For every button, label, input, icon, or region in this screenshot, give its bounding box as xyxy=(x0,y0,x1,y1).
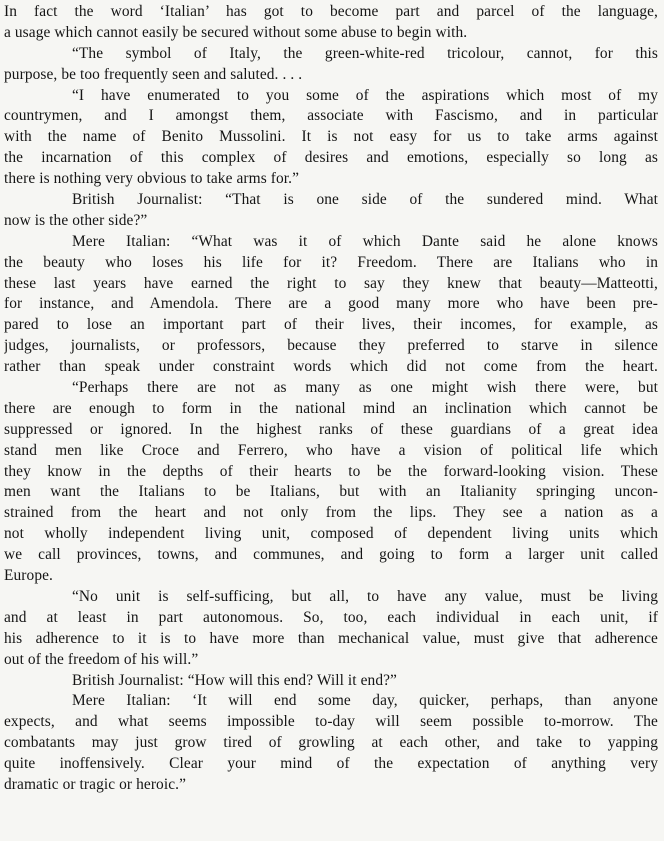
text-line: British Journalist: “How will this end? Will it end?” xyxy=(72,671,397,689)
text-line: a usage which cannot easily be secured without some abuse to begin with. xyxy=(4,23,468,41)
text-line: suppressed or ignored. In the highest ranks of these guardians of a great idea xyxy=(4,420,658,438)
text-line: out of the freedom of his will.” xyxy=(4,650,199,668)
text-line: rather than speak under constraint words which did not come from the heart. xyxy=(4,358,658,376)
text-line: countrymen, and I amongst them, associate with Fascismo, and in particular xyxy=(4,107,658,125)
text-line: now is the other side?” xyxy=(4,211,148,229)
text-line: “I have enumerated to you some of the aspirations which most of my xyxy=(72,86,658,104)
text-line: purpose, be too frequently seen and saluted. . . . xyxy=(4,65,303,83)
text-line: Europe. xyxy=(4,567,53,585)
text-line: “Perhaps there are not as many as one might wish there were, but xyxy=(72,379,658,397)
text-line: pared to lose an important part of their lives, their incomes, for example, as xyxy=(4,316,658,334)
document-text-body xyxy=(4,2,658,796)
text-line: Mere Italian: ‘It will end some day, quicker, perhaps, than anyone xyxy=(72,692,658,710)
text-line: British Journalist: “That is one side of the sundered mind. What xyxy=(72,191,658,209)
text-line: In fact the word ‘Italian’ has got to become part and parcel of the language, xyxy=(4,3,658,20)
text-line: strained from the heart and not only from the lips. They see a nation as a xyxy=(4,504,658,522)
text-line: “No unit is self-sufficing, but all, to have any value, must be living xyxy=(72,587,658,605)
text-line: quite inoffensively. Clear your mind of the expectation of anything very xyxy=(4,755,658,773)
text-line: for instance, and Amendola. There are a good many more who have been pre- xyxy=(4,295,658,313)
text-line: Mere Italian: “What was it of which Dante said he alone knows xyxy=(72,232,658,250)
text-line: the beauty who loses his life for it? Freedom. There are Italians who in xyxy=(4,253,658,271)
text-line: judges, journalists, or professors, because they preferred to starve in silence xyxy=(4,337,658,355)
text-line: the incarnation of this complex of desires and emotions, especially so long as xyxy=(4,149,658,167)
text-line: his adherence to it is to have more than mechanical value, must give that adherence xyxy=(4,629,658,647)
text-line: they know in the depths of their hearts to be the forward-looking vision. These xyxy=(4,462,658,480)
text-line: we call provinces, towns, and communes, and going to form a larger unit called xyxy=(4,546,658,564)
text-line: men want the Italians to be Italians, but with an Italianity springing uncon- xyxy=(4,483,658,501)
text-line: these last years have earned the right to say they knew that beauty—Matteotti, xyxy=(4,274,658,292)
text-line: “The symbol of Italy, the green-white-red tricolour, cannot, for this xyxy=(72,44,658,62)
text-line: expects, and what seems impossible to-day will seem possible to-morrow. The xyxy=(4,713,658,731)
text-line: dramatic or tragic or heroic.” xyxy=(4,775,187,793)
text-line: and at least in part autonomous. So, too, each individual in each unit, if xyxy=(4,608,658,626)
text-line: with the name of Benito Mussolini. It is not easy for us to take arms against xyxy=(4,128,658,146)
text-line: there are enough to form in the national mind an inclination which cannot be xyxy=(4,399,658,417)
text-line: not wholly independent living unit, composed of dependent living units which xyxy=(4,525,658,543)
text-line: stand men like Croce and Ferrero, who have a vision of political life which xyxy=(4,441,658,459)
text-line: combatants may just grow tired of growling at each other, and take to yapping xyxy=(4,734,658,752)
text-line: there is nothing very obvious to take arms for.” xyxy=(4,170,300,188)
